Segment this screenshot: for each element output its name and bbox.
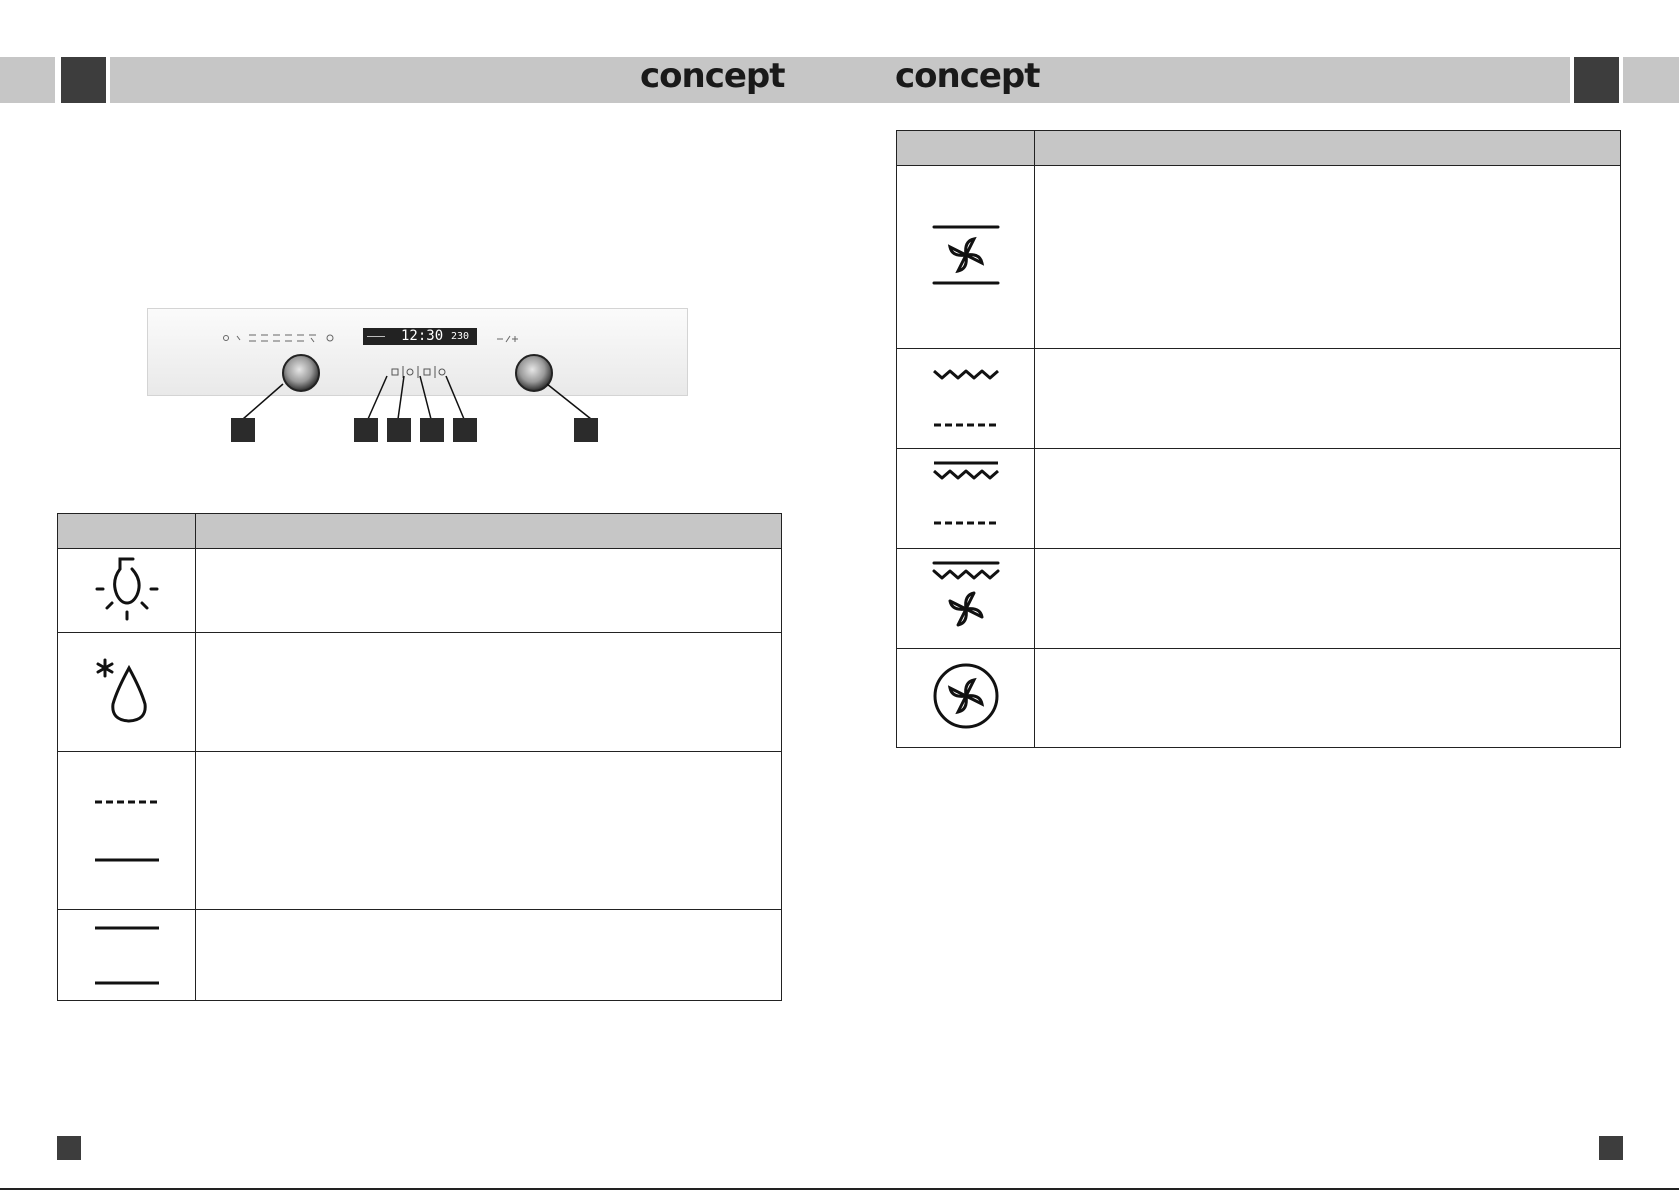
display-time: 12:30: [401, 328, 444, 344]
display-dash-line: [367, 336, 385, 337]
page-number-box-left: [57, 1136, 81, 1160]
table-header-row: [897, 131, 1621, 166]
header-band-right-edge: [1623, 57, 1679, 103]
logo-left: concept: [640, 56, 785, 96]
header-cell-symbol: [897, 131, 1035, 166]
table-row: [897, 549, 1621, 649]
row-description: [196, 549, 782, 633]
right-symbol-table: [896, 130, 1621, 748]
table-row: [897, 166, 1621, 349]
table-row: [897, 349, 1621, 449]
header-band: [110, 57, 1570, 103]
callout-marker-2: [354, 418, 378, 442]
mode-icons: [148, 309, 687, 395]
callout-marker-6: [574, 418, 598, 442]
callout-marker-1: [231, 418, 255, 442]
left-symbol-table: [57, 513, 782, 1001]
header-dark-tab-left: [61, 57, 106, 103]
grill-bottom-heat-icon: [897, 349, 1035, 449]
top-bottom-solid-heat-icon: [58, 910, 196, 1001]
display-temp: 230: [451, 331, 470, 342]
left-knob: [282, 354, 320, 392]
footer-rule: [0, 1188, 1679, 1190]
row-description: [1035, 166, 1621, 349]
logo-right: concept: [895, 56, 1040, 96]
control-panel-illustration: [147, 308, 688, 396]
row-description: [1035, 549, 1621, 649]
header-cell-description: [196, 514, 782, 549]
row-description: [1035, 349, 1621, 449]
grill-fan-icon: [897, 549, 1035, 649]
callout-marker-3: [387, 418, 411, 442]
defrost-icon: [58, 633, 196, 752]
hot-air-fan-icon: [897, 649, 1035, 748]
fan-top-bottom-heat-icon: [897, 166, 1035, 349]
panel-display: [363, 328, 477, 345]
header-cell-description: [1035, 131, 1621, 166]
row-description: [196, 752, 782, 910]
table-row: [897, 649, 1621, 748]
table-header-row: [58, 514, 782, 549]
row-description: [196, 633, 782, 752]
callout-marker-4: [420, 418, 444, 442]
table-row: [58, 752, 782, 910]
oven-light-icon: [58, 549, 196, 633]
table-row: [58, 633, 782, 752]
top-bottom-heat-icon: [58, 752, 196, 910]
double-grill-bottom-icon: [897, 449, 1035, 549]
right-knob: [515, 354, 553, 392]
row-description: [1035, 449, 1621, 549]
table-row: [58, 910, 782, 1001]
callout-marker-5: [453, 418, 477, 442]
header-band-left-edge: [0, 57, 55, 103]
page-number-box-right: [1599, 1136, 1623, 1160]
table-row: [897, 449, 1621, 549]
header-cell-symbol: [58, 514, 196, 549]
row-description: [196, 910, 782, 1001]
row-description: [1035, 649, 1621, 748]
header-dark-tab-right: [1574, 57, 1619, 103]
table-row: [58, 549, 782, 633]
